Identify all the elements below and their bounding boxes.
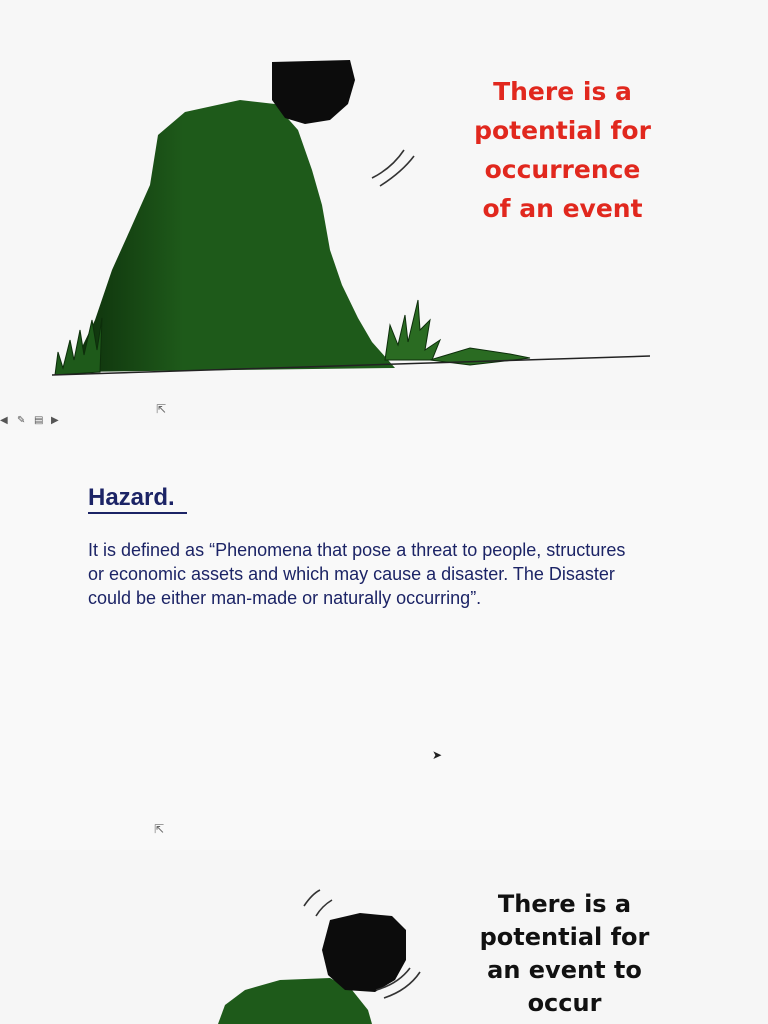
pencil-icon[interactable]: ✎: [17, 415, 26, 426]
hazard-title: Hazard.: [88, 484, 187, 514]
caption-line: an event to: [487, 956, 642, 984]
boulder-shape: [272, 60, 355, 124]
caption-line: occur: [527, 989, 602, 1017]
mouse-pointer-icon: ➤: [432, 748, 443, 762]
prev-arrow-icon[interactable]: ◀: [0, 415, 8, 426]
hazard-definition: [88, 538, 738, 610]
definition-line: It is defined as “Phenomena that pose a threat to people, structures: [88, 540, 626, 560]
slideshow-nav: [0, 416, 65, 428]
boulder-shape: [322, 913, 406, 992]
caption-line: potential for: [474, 116, 651, 145]
slide-top-caption: [455, 72, 670, 228]
motion-lines-icon: [372, 150, 414, 186]
next-arrow-icon[interactable]: ▶: [51, 415, 59, 426]
caption-line: of an event: [482, 194, 643, 223]
pointer-cursor-icon: ⇱: [154, 822, 165, 836]
pointer-cursor-icon: ⇱: [156, 402, 167, 416]
slide-top: [0, 0, 768, 430]
definition-line: or economic assets and which may cause a disaster. The Disaster: [88, 564, 615, 584]
caption-line: potential for: [479, 923, 650, 951]
caption-line: There is a: [493, 77, 632, 106]
grass-right: [385, 300, 530, 365]
caption-line: There is a: [497, 890, 632, 918]
definition-line: could be either man-made or naturally occurring”.: [88, 588, 482, 608]
hill-shape: [70, 100, 395, 372]
caption-line: occurrence: [484, 155, 641, 184]
slide-bottom-caption: [462, 888, 667, 1020]
menu-icon[interactable]: ▤: [34, 415, 44, 426]
